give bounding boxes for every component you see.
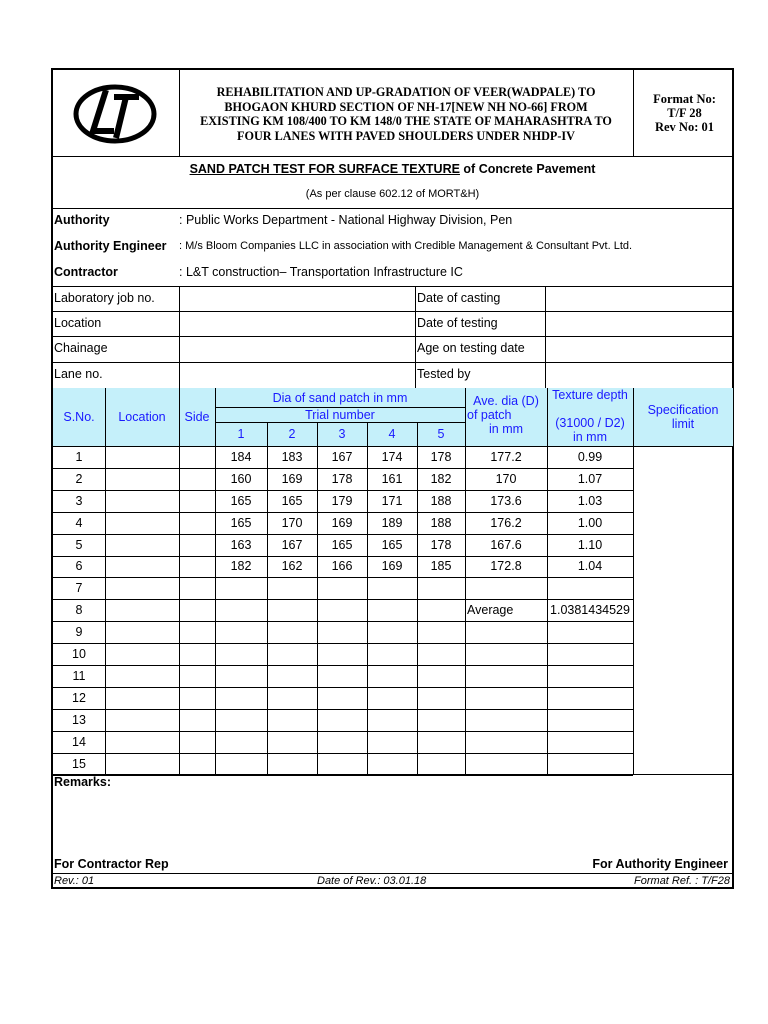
location-cell <box>105 490 179 512</box>
trial-cell <box>367 731 417 753</box>
texture-depth-cell <box>547 731 633 753</box>
side-cell <box>179 556 215 578</box>
location-cell <box>105 731 179 753</box>
trial-cell <box>317 753 367 775</box>
trial-cell: 167 <box>281 537 303 552</box>
trial-cell: 162 <box>281 559 303 574</box>
location-cell <box>105 512 179 534</box>
trial-cell: 188 <box>430 493 452 508</box>
trial-cell <box>215 687 267 709</box>
format-code: T/F 28 <box>667 106 702 120</box>
trial-cell: 165 <box>381 537 403 552</box>
lt-logo-icon <box>73 84 157 144</box>
date-of-rev-label: Date of Rev.: 03.01.18 <box>317 875 427 887</box>
trial-2-header: 2 <box>288 427 296 441</box>
texture-depth-header-line: Texture depth <box>552 388 628 402</box>
sno-cell: 2 <box>75 471 83 486</box>
trial-cell <box>367 753 417 775</box>
ave-dia-cell: 177.2 <box>490 449 522 464</box>
trial-cell <box>317 599 367 621</box>
test-title-rest: of Concrete Pavement <box>459 162 596 176</box>
sno-header: S.No. <box>63 410 95 424</box>
texture-depth-cell <box>547 709 633 731</box>
texture-depth-header <box>547 388 633 444</box>
authority-engineer-sign-label: For Authority Engineer <box>592 857 728 871</box>
age-on-testing-label: Age on testing date <box>417 341 525 355</box>
chainage-label: Chainage <box>54 341 108 355</box>
trial-cell <box>417 687 465 709</box>
test-title <box>53 162 732 176</box>
location-cell <box>105 665 179 687</box>
lt-logo <box>73 84 157 144</box>
trial-cell: 165 <box>331 537 353 552</box>
trial-cell <box>267 709 317 731</box>
ave-dia-cell: 167.6 <box>490 537 522 552</box>
project-title-line: BHOGAON KHURD SECTION OF NH-17[NEW NH NO-66] FROM <box>224 99 588 114</box>
trial-cell <box>317 577 367 599</box>
location-header: Location <box>118 410 166 424</box>
side-cell <box>179 731 215 753</box>
texture-depth-cell <box>547 643 633 665</box>
texture-depth-cell: 1.03 <box>577 493 603 508</box>
trial-cell: 185 <box>430 559 452 574</box>
sno-cell: 4 <box>75 515 83 530</box>
trial-cell: 189 <box>381 515 403 530</box>
texture-depth-cell <box>547 753 633 775</box>
trial-cell <box>215 599 267 621</box>
side-cell <box>179 512 215 534</box>
project-title <box>181 85 631 143</box>
trial-cell <box>417 599 465 621</box>
location-label: Location <box>54 316 102 330</box>
ave-dia-cell: 176.2 <box>490 515 522 530</box>
sno-cell: 9 <box>75 625 83 640</box>
ave-dia-header <box>465 394 547 436</box>
trial-cell: 169 <box>381 559 403 574</box>
trial-cell <box>215 731 267 753</box>
trial-cell: 174 <box>381 449 403 464</box>
spec-limit-header-line: Specification <box>647 403 719 417</box>
trial-cell <box>215 709 267 731</box>
location-cell <box>105 577 179 599</box>
sno-cell: 11 <box>72 668 86 683</box>
sno-cell: 7 <box>75 581 83 596</box>
trial-cell: 184 <box>230 449 252 464</box>
ave-dia-cell: 172.8 <box>490 559 522 574</box>
texture-depth-cell: 1.10 <box>577 537 603 552</box>
contractor-rep-label: For Contractor Rep <box>54 857 169 871</box>
trial-cell <box>215 621 267 643</box>
ave-dia-cell: Average <box>467 603 514 618</box>
ave-dia-cell <box>465 577 547 599</box>
side-cell <box>179 665 215 687</box>
trial-cell <box>417 577 465 599</box>
trial-cell <box>367 665 417 687</box>
trial-cell <box>417 709 465 731</box>
trial-cell <box>317 621 367 643</box>
ave-dia-cell <box>465 709 547 731</box>
side-cell <box>179 577 215 599</box>
texture-depth-cell: 0.99 <box>577 449 603 464</box>
trial-1-header: 1 <box>237 427 245 441</box>
trial-cell: 165 <box>230 493 252 508</box>
texture-depth-cell: 1.0381434529 <box>550 603 630 618</box>
side-cell <box>179 753 215 775</box>
trial-cell: 178 <box>430 449 452 464</box>
date-of-testing-label: Date of testing <box>417 316 498 330</box>
texture-depth-cell: 1.07 <box>577 471 603 486</box>
contractor-value: : L&T construction– Transportation Infrastructure IC <box>179 265 463 279</box>
format-ref-label: Format Ref. : T/F28 <box>634 875 730 887</box>
date-of-casting-label: Date of casting <box>417 291 501 305</box>
trial-cell: 178 <box>430 537 452 552</box>
trial-cell <box>317 731 367 753</box>
spec-limit-header-line: limit <box>671 417 695 431</box>
authority-label: Authority <box>54 213 110 227</box>
tested-by-label: Tested by <box>417 367 471 381</box>
ave-dia-cell <box>465 753 547 775</box>
location-cell <box>105 709 179 731</box>
trial-cell: 163 <box>230 537 252 552</box>
ave-dia-cell <box>465 643 547 665</box>
trial-cell <box>367 621 417 643</box>
texture-depth-cell <box>547 665 633 687</box>
trial-cell <box>215 753 267 775</box>
location-cell <box>105 753 179 775</box>
trial-cell <box>215 665 267 687</box>
trial-cell <box>367 577 417 599</box>
ave-dia-cell <box>465 621 547 643</box>
authority-engineer-label: Authority Engineer <box>54 239 167 253</box>
trial-cell: 165 <box>230 515 252 530</box>
rev-no: Rev No: 01 <box>654 120 714 134</box>
ave-dia-header-line: in mm <box>489 422 524 436</box>
contractor-label: Contractor <box>54 265 118 279</box>
trial-cell: 183 <box>281 449 303 464</box>
trial-cell <box>267 643 317 665</box>
trial-3-header: 3 <box>338 427 346 441</box>
side-cell <box>179 490 215 512</box>
trial-number-header: Trial number <box>305 407 375 422</box>
side-header: Side <box>184 410 210 424</box>
trial-cell: 166 <box>331 559 353 574</box>
location-cell <box>105 446 179 468</box>
test-title-main: SAND PATCH TEST FOR SURFACE TEXTURE <box>189 162 460 176</box>
location-cell <box>105 621 179 643</box>
ave-dia-cell: 170 <box>495 471 517 486</box>
sno-cell: 14 <box>72 734 86 749</box>
trial-5-header: 5 <box>437 427 445 441</box>
authority-value: : Public Works Department - National Highway Division, Pen <box>179 213 513 227</box>
trial-cell <box>267 621 317 643</box>
trial-cell: 182 <box>430 471 452 486</box>
trial-cell <box>317 709 367 731</box>
trial-cell: 165 <box>281 493 303 508</box>
remarks-label: Remarks: <box>54 775 111 789</box>
trial-cell <box>317 643 367 665</box>
trial-cell <box>317 687 367 709</box>
trial-cell <box>417 731 465 753</box>
format-sheet <box>51 68 734 889</box>
trial-cell <box>215 643 267 665</box>
trial-cell: 169 <box>331 515 353 530</box>
trial-cell <box>267 599 317 621</box>
side-cell <box>179 468 215 490</box>
lane-no-label: Lane no. <box>54 367 103 381</box>
trial-cell: 161 <box>381 471 403 486</box>
lab-job-label: Laboratory job no. <box>54 291 155 305</box>
trial-cell <box>417 621 465 643</box>
sno-cell: 15 <box>72 756 86 771</box>
ave-dia-header-line: of patch <box>467 408 512 422</box>
sno-cell: 12 <box>72 690 86 705</box>
texture-depth-header-line: (31000 / D2) <box>555 416 625 430</box>
side-cell <box>179 534 215 556</box>
trial-cell <box>417 753 465 775</box>
location-cell <box>105 534 179 556</box>
trial-cell <box>367 687 417 709</box>
authority-engineer-value: : M/s Bloom Companies LLC in association with Credible Management & Consultant Pvt. Ltd. <box>179 240 633 252</box>
trial-cell <box>267 687 317 709</box>
trial-cell: 179 <box>331 493 353 508</box>
texture-depth-cell <box>547 621 633 643</box>
trial-cell <box>267 577 317 599</box>
sno-cell: 8 <box>75 603 83 618</box>
side-cell <box>179 446 215 468</box>
project-title-line: FOUR LANES WITH PAVED SHOULDERS UNDER NHDP-IV <box>237 128 575 143</box>
trial-cell: 167 <box>331 449 353 464</box>
spec-limit-header <box>633 403 733 431</box>
test-clause: (As per clause 602.12 of MORT&H) <box>305 188 480 200</box>
trial-cell: 171 <box>381 493 403 508</box>
trial-cell <box>267 665 317 687</box>
sno-cell: 3 <box>75 493 83 508</box>
sno-cell: 6 <box>75 559 83 574</box>
ave-dia-cell <box>465 665 547 687</box>
rev-label: Rev.: 01 <box>54 875 95 887</box>
trial-cell: 169 <box>281 471 303 486</box>
trial-cell <box>367 643 417 665</box>
ave-dia-header-line: Ave. dia (D) <box>473 394 539 408</box>
texture-depth-header-line: in mm <box>572 430 608 444</box>
location-cell <box>105 599 179 621</box>
format-number-block <box>635 92 734 134</box>
sno-cell: 10 <box>72 647 86 662</box>
trial-cell <box>317 665 367 687</box>
side-cell <box>179 709 215 731</box>
texture-depth-cell <box>547 687 633 709</box>
ave-dia-cell <box>465 687 547 709</box>
trial-cell <box>267 731 317 753</box>
trial-cell <box>367 709 417 731</box>
location-cell <box>105 687 179 709</box>
trial-4-header: 4 <box>388 427 396 441</box>
trial-cell: 188 <box>430 515 452 530</box>
ave-dia-cell: 173.6 <box>490 493 522 508</box>
location-cell <box>105 643 179 665</box>
dia-header: Dia of sand patch in mm <box>272 390 408 405</box>
trial-cell <box>417 665 465 687</box>
location-cell <box>105 556 179 578</box>
project-title-line: EXISTING KM 108/400 TO KM 148/0 THE STATE OF MAHARASHTRA TO <box>200 114 612 128</box>
trial-cell <box>267 753 317 775</box>
trial-cell: 170 <box>281 515 303 530</box>
trial-cell: 178 <box>331 471 353 486</box>
texture-depth-cell: 1.04 <box>577 559 603 574</box>
trial-cell <box>215 577 267 599</box>
trial-cell: 160 <box>230 471 252 486</box>
texture-depth-cell: 1.00 <box>577 515 603 530</box>
side-cell <box>179 643 215 665</box>
side-cell <box>179 687 215 709</box>
location-cell <box>105 468 179 490</box>
sno-cell: 5 <box>75 537 83 552</box>
side-cell <box>179 599 215 621</box>
sno-cell: 13 <box>72 712 86 727</box>
ave-dia-cell <box>465 731 547 753</box>
texture-depth-cell <box>547 577 633 599</box>
trial-cell <box>417 643 465 665</box>
side-cell <box>179 621 215 643</box>
trial-cell <box>367 599 417 621</box>
project-title-line: REHABILITATION AND UP-GRADATION OF VEER(WADPALE) TO <box>216 85 596 99</box>
trial-cell: 182 <box>230 559 252 574</box>
sno-cell: 1 <box>75 449 83 464</box>
format-no-label: Format No: <box>653 92 716 106</box>
